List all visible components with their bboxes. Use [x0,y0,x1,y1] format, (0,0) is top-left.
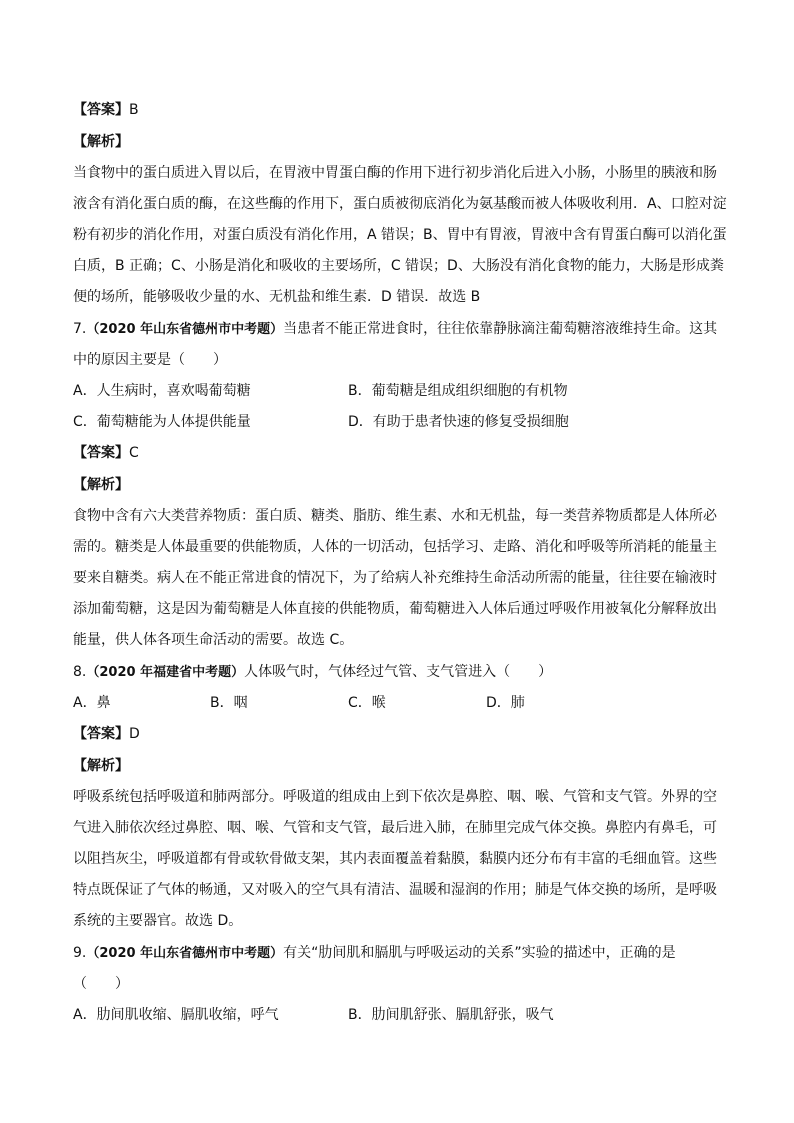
q8-analysis-line: 呼吸系统包括呼吸道和肺两部分。呼吸道的组成由上到下依次是鼻腔、咽、喉、气管和支气管。外界的空 [73,789,717,805]
q7-stem [73,319,723,339]
q8-analysis-label: 【解析】 [73,758,129,774]
q6-answer [73,100,723,120]
q6-analysis-line: 白质，B 正确；C、小肠是消化和吸收的主要场所，C 错误；D、大肠没有消化食物的能力，大肠是形成粪 [73,258,724,274]
answer-label: 【答案】 [73,445,129,461]
q8-stem [73,662,723,682]
q7-stem-cont: 中的原因主要是（ ） [73,352,227,368]
q8-analysis-line: 特点既保证了气体的畅通，又对吸入的空气具有清洁、温暖和湿润的作用；肺是气体交换的场所，是呼吸 [73,882,717,898]
q9-option-a: A．肋间肌收缩、膈肌收缩，呼气 [73,1007,279,1023]
q9-stem-cont: （ ） [73,976,129,992]
q7-option-b: B．葡萄糖是组成组织细胞的有机物 [348,383,568,399]
q7-analysis-line: 添加葡萄糖，这是因为葡萄糖是人体直接的供能物质，葡萄糖进入人体后通过呼吸作用被氧化分解释放出 [73,601,717,617]
q8-analysis-line: 以阻挡灰尘，呼吸道都有骨或软骨做支架，其内表面覆盖着黏膜，黏膜内还分布有丰富的毛细血管。这些 [73,851,717,867]
q7-analysis-line: 需的。糖类是人体最重要的供能物质，人体的一切活动，包括学习、走路、消化和呼吸等所消耗的能量主 [73,539,717,555]
q6-analysis-label: 【解析】 [73,134,129,150]
q7-option-a: A．人生病时，喜欢喝葡萄糖 [73,383,251,399]
q8-option-c: C．喉 [348,695,386,711]
question-text: 当患者不能正常进食时，往往依靠静脉滴注葡萄糖溶液维持生命。这其 [283,321,718,337]
q8-answer [73,724,723,744]
answer-label: 【答案】 [73,102,129,118]
q7-option-c: C．葡萄糖能为人体提供能量 [73,414,251,430]
q8-analysis-line: 气进入肺依次经过鼻腔、咽、喉、气管和支气管，最后进入肺，在肺里完成气体交换。鼻腔内有鼻毛，可 [73,820,717,836]
question-number: 9. [73,945,87,961]
q8-option-b: B．咽 [210,695,248,711]
q7-option-d: D．有助于患者快速的修复受损细胞 [348,414,569,430]
q6-analysis-line: 粉有初步的消化作用，对蛋白质没有消化作用，A 错误；B、胃中有胃液，胃液中含有胃蛋白酶可以消化蛋 [73,227,727,243]
question-text: 人体吸气时，气体经过气管、支气管进入（ ） [244,664,553,680]
q6-analysis-line: 当食物中的蛋白质进入胃以后，在胃液中胃蛋白酶的作用下进行初步消化后进入小肠，小肠里的胰液和肠 [73,165,717,181]
answer-value: D [129,726,140,742]
answer-value: C [129,445,139,461]
q8-option-a: A．鼻 [73,695,111,711]
q7-answer [73,443,723,463]
answer-label: 【答案】 [73,726,129,742]
q6-analysis-line: 便的场所，能够吸收少量的水、无机盐和维生素．D 错误．故选 B [73,289,481,305]
question-number: 8. [73,664,87,680]
q9-stem [73,943,723,963]
question-source: （2020 年山东省德州市中考题） [86,322,284,337]
question-source: （2020 年福建省中考题） [86,665,245,680]
q7-analysis-line: 能量，供人体各项生命活动的需要。故选 C。 [73,632,354,648]
q8-analysis-line: 系统的主要器官。故选 D。 [73,913,243,929]
answer-value: B [129,102,139,118]
q6-analysis-line: 液含有消化蛋白质的酶，在这些酶的作用下，蛋白质被彻底消化为氨基酸而被人体吸收利用．A、口腔对淀 [73,196,727,212]
q7-analysis-label: 【解析】 [73,477,129,493]
q9-option-b: B．肋间肌舒张、膈肌舒张，吸气 [348,1007,554,1023]
q8-option-d: D．肺 [486,695,525,711]
q7-analysis-line: 要来自糖类。病人在不能正常进食的情况下，为了给病人补充维持生命活动所需的能量，往往要在输液时 [73,570,717,586]
question-number: 7. [73,321,87,337]
question-source: （2020 年山东省德州市中考题） [86,946,284,961]
q7-analysis-line: 食物中含有六大类营养物质：蛋白质、糖类、脂肪、维生素、水和无机盐，每一类营养物质都是人体所必 [73,508,717,524]
question-text: 有关“肋间肌和膈肌与呼吸运动的关系”实验的描述中，正确的是 [283,945,676,961]
